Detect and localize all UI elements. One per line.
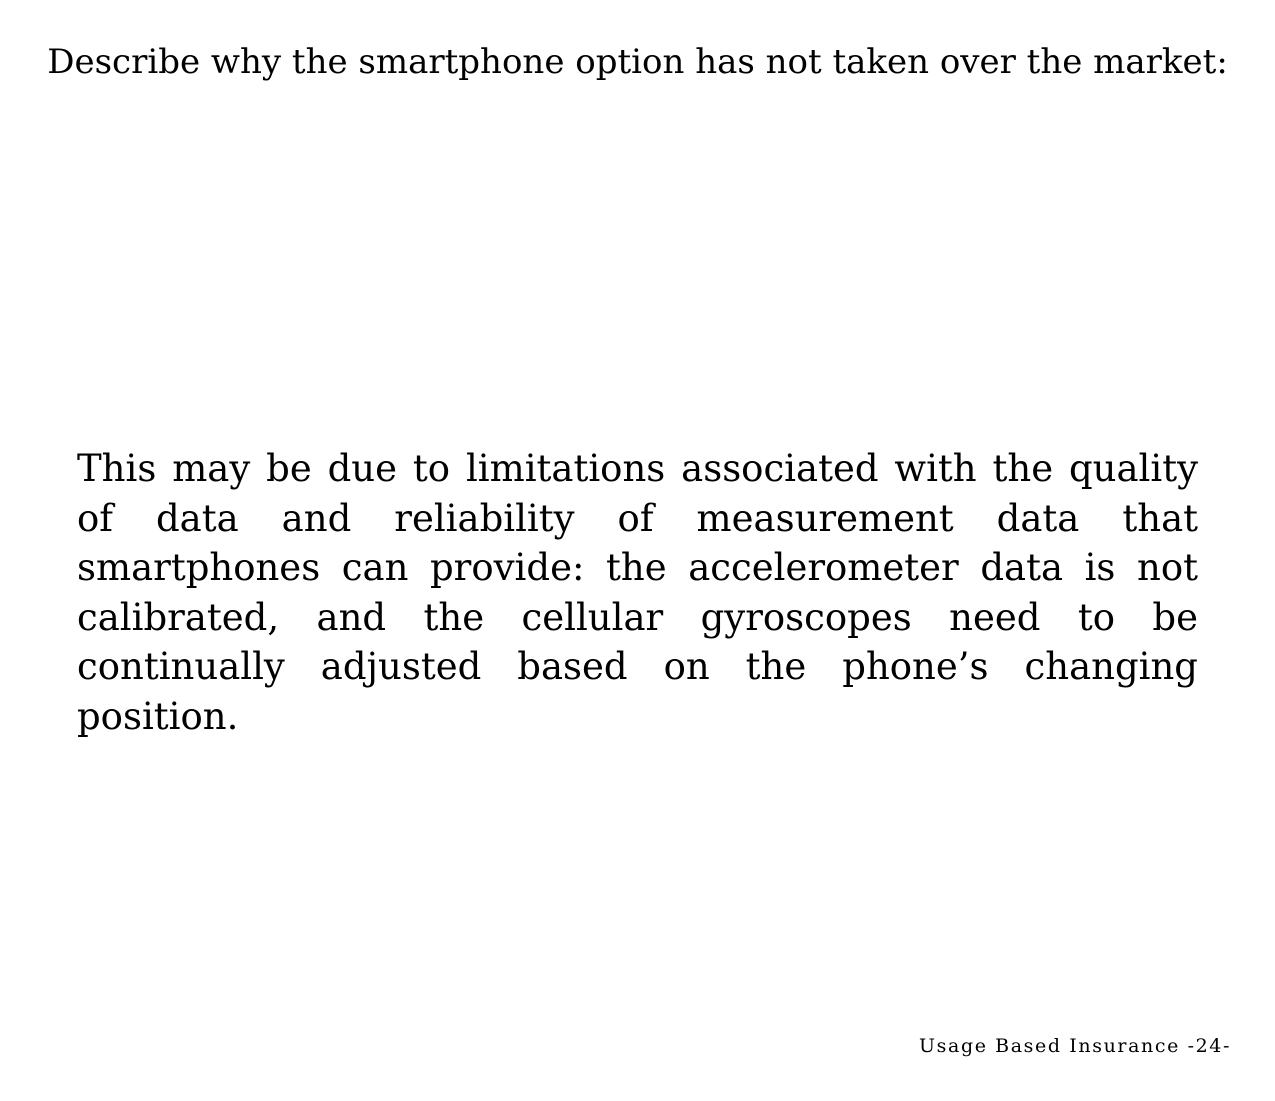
page-number: -24-	[1187, 1035, 1231, 1057]
footer-title: Usage Based Insurance	[919, 1035, 1180, 1057]
footer	[919, 1033, 1231, 1059]
answer-paragraph: This may be due to limitations associated with the quality of data and reliability of measurement data that smartphones can provide: the accelerometer data is not calibrated, and the cellular gyroscopes need to be continually adjusted based on the phone’s changing position.	[77, 447, 1198, 738]
question-heading: Describe why the smartphone option has not taken over the market:	[47, 42, 1228, 82]
